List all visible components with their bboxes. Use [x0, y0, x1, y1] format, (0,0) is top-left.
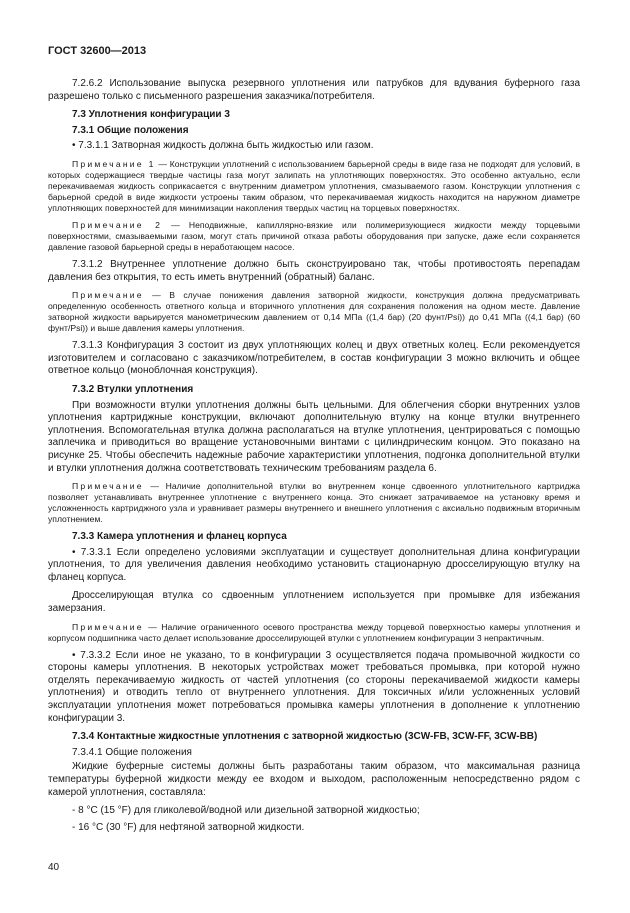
page-header: ГОСТ 32600—2013 — [48, 45, 147, 57]
note-label: Примечание 2 — [72, 219, 163, 230]
paragraph-7-3-3-1: • 7.3.3.1 Если определено условиями эксплуатации и существует дополнительная длина конфигурации уплотнения, то для увеличения давления необходимо установить стационарную дросселирующую втулку на фланец корпуса. — [48, 546, 580, 583]
note-5 — [48, 622, 580, 644]
paragraph-7-2-6-2: 7.2.6.2 Использование выпуска резервного уплотнения или патрубков для вдувания буферного газа разрешено только с письменного разрешения заказчика/потребителя. — [48, 78, 580, 102]
paragraph-7-3-4-1: 7.3.4.1 Общие положения — [72, 746, 192, 758]
page-number: 40 — [48, 862, 60, 873]
paragraph-7-3-1-3: 7.3.1.3 Конфигурация 3 состоит из двух уплотняющих колец и двух ответных колец. Если рекомендуется изготовителем и согласовано с заказчиком/потребителем, в состав конфигурации 3 можно включить и общее ответное кольцо (моноблочная конструкция). — [48, 340, 580, 377]
note-label: Примечание — [72, 481, 144, 492]
note-4 — [48, 481, 580, 525]
paragraph-7-3-1-2: 7.3.1.2 Внутреннее уплотнение должно быть сконструировано так, чтобы противостоять перепадам давления без открытия, то есть иметь внутренний (обратный) баланс. — [48, 258, 580, 283]
paragraph-throttle-bushing: Дросселирующая втулка со сдвоенным уплотнением используется при промывке для избежания замерзания. — [48, 590, 580, 615]
heading-7-3-4: 7.3.4 Контактные жидкостные уплотнения с затворной жидкостью (3CW-FB, 3CW-FF, 3CW-BB) — [72, 731, 538, 743]
heading-7-3-1: 7.3.1 Общие положения — [72, 124, 189, 136]
note-label: Примечание — [72, 621, 144, 632]
heading-7-3: 7.3 Уплотнения конфигурации 3 — [72, 109, 230, 121]
page-content — [48, 78, 580, 838]
note-text: — Наличие ограниченного осевого пространства между торцевой поверхностью камеры уплотнения и корпусом подшипника часто делает использование дросселирующей втулки с уплотнением конфигурации 3 непрактичным. — [48, 621, 580, 643]
note-text: — Наличие дополнительной втулки во внутреннем конце сдвоенного уплотнительного картриджа позволяет устанавливать внутреннее уплотнение с внутреннего конца. Это снижает затрачиваемое на установку время и усложненность картриджного узла и уравнивает размеры внутреннего и внешнего уплотнения с аксиально подвижным вторичным уплотнением. — [48, 481, 580, 525]
note-3 — [48, 290, 580, 334]
note-2 — [48, 220, 580, 253]
paragraph-7-3-3-2: • 7.3.3.2 Если иное не указано, то в конфигурации 3 осуществляется подача промывочной жидкости со стороны камеры уплотнения. В некоторых устройствах может требоваться промывка, при которой нужно отделять перекачиваемую жидкость от частей уплотнения (со стороны перекачиваемой жидкости камеры уплотнения) и отводить тепло от внутреннего уплотнения. Для токсичных и/или усложненных условий эксплуатации уплотнения может потребоваться промывка камеры уплотнения в дополнение к уплотнению конфигурации 3. — [48, 649, 580, 724]
heading-7-3-2: 7.3.2 Втулки уплотнения — [72, 383, 194, 395]
note-label: Примечание — [72, 290, 144, 301]
note-text: — Конструкции уплотнений с использованием барьерной среды в виде газа не подходят для условий, в которых содержащиеся твердые частицы газа могут залипать на уплотняющих поверхностях. Это особенно актуально, если перекачиваемая жидкость соприкасается с внутренним диаметром уплотнения, смазываемого газом. Конструкции уплотнения с барьерной средой в виде жидкости устроены таким образом, что перекачиваемая жидкость находится на наружном диаметре уплотняющих поверхностей для минимизации накопления твердых частиц на торцевых поверхностях. — [48, 158, 581, 213]
note-1 — [48, 159, 580, 214]
list-item-oil: - 16 °С (30 °F) для нефтяной затворной жидкости. — [72, 821, 305, 833]
note-text: — Неподвижные, капиллярно-вязкие или полимеризующиеся жидкости между торцевыми поверхностями, смазываемыми газом, могут стать причиной отказа работы оборудования при запуске, даже если сохраняется давление газовой барьерной среды в неработающем насосе. — [48, 219, 580, 252]
note-label: Примечание 1 — [72, 158, 156, 169]
paragraph-7-3-1-1: • 7.3.1.1 Затворная жидкость должна быть жидкостью или газом. — [72, 140, 374, 152]
list-item-glycol: - 8 °С (15 °F) для гликолевой/водной или дизельной затворной жидкостью; — [72, 805, 420, 817]
note-text: — В случае понижения давления затворной жидкости, конструкция должна предусматривать определенную особенность ответного кольца и вторичного уплотнения для сохранения положения на одном месте. Давление затворной жидкости варьируется манометрическим давлением от 0,14 МПа ((1,4 бар) (20 фунт/Psi)) до 0,41 МПа ((4,1 бар) (60 фунт/Psi)) и выше давления камеры уплотнения. — [48, 290, 580, 334]
paragraph-7-3-2: При возможности втулки уплотнения должны быть цельными. Для облегчения сборки внутренних узлов уплотнения картриджные конструкции, включают дополнительную втулку на конце втулки внутреннего уплотнения. Вспомогательная втулка должна располагаться на втулке уплотнения, центрироваться с помощью заплечика и приводиться во вращение установочными винтами с цилиндрическим концом. Это показано на рисунке 25. Чтобы обеспечить надежные рабочие характеристики уплотнения, подгонка дополнительной втулки и втулки уплотнения должна соответствовать техническим требованиям раздела 6. — [48, 399, 580, 474]
paragraph-buffer-systems: Жидкие буферные системы должны быть разработаны таким образом, что максимальная разница температуры буферной жидкости между ее входом и выходом, расположенным непосредственно рядом с камерой уплотнения, составляла: — [48, 761, 580, 798]
heading-7-3-3: 7.3.3 Камера уплотнения и фланец корпуса — [72, 531, 287, 543]
